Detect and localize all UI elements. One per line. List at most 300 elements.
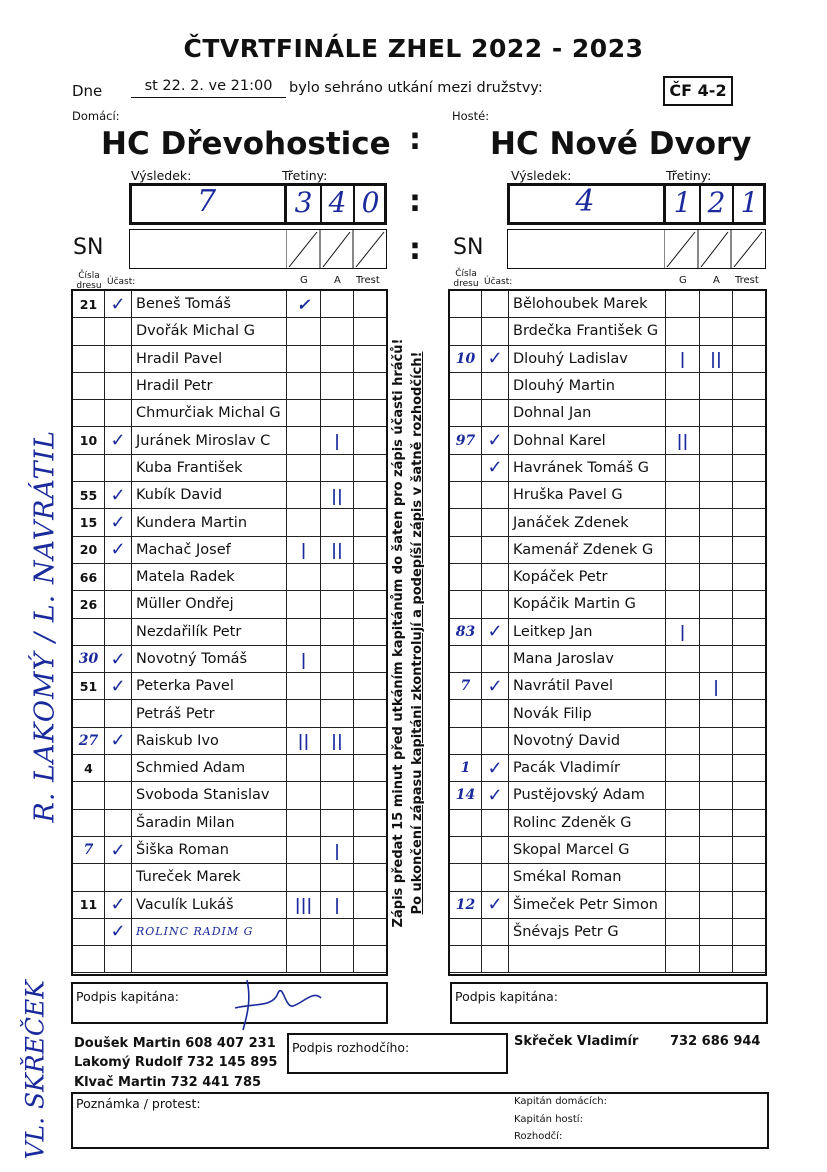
- player-name: Novotný Tomáš: [132, 645, 287, 672]
- assists-cell: |: [700, 673, 733, 700]
- penalty-cell: [733, 700, 767, 727]
- player-name: Kubík David: [132, 482, 287, 509]
- goals-cell: [287, 372, 321, 399]
- home-team-name: HC Dřevohostice: [101, 126, 391, 162]
- home-col-g: G: [300, 275, 308, 286]
- goals-cell: [287, 700, 321, 727]
- goals-cell: [666, 700, 700, 727]
- away-team-name: HC Nové Dvory: [490, 126, 752, 162]
- attendance-check: [105, 755, 132, 782]
- penalty-cell: [733, 618, 767, 645]
- player-name: Pustějovský Adam: [509, 782, 666, 809]
- attendance-check: [482, 591, 509, 618]
- player-name: Matela Radek: [132, 563, 287, 590]
- penalty-cell: [733, 482, 767, 509]
- player-number: [73, 372, 105, 399]
- home-roster-table: [72, 290, 388, 973]
- attendance-check: [105, 618, 132, 645]
- goals-cell: [666, 836, 700, 863]
- assists-cell: [700, 755, 733, 782]
- player-name: Kamenář Zdenek G: [509, 536, 666, 563]
- goals-cell: [666, 673, 700, 700]
- assists-cell: [700, 536, 733, 563]
- table-row: [73, 318, 388, 345]
- assists-cell: [700, 727, 733, 754]
- away-captain-label: Podpis kapitána:: [455, 989, 559, 1004]
- player-name: Dohnal Jan: [509, 400, 666, 427]
- table-row: [73, 891, 388, 918]
- penalty-cell: [354, 946, 388, 973]
- table-row: [450, 645, 767, 672]
- table-row: [450, 782, 767, 809]
- player-name: Mana Jaroslav: [509, 645, 666, 672]
- player-number: 51: [73, 673, 105, 700]
- goals-cell: [666, 591, 700, 618]
- table-row: [73, 345, 388, 372]
- penalty-cell: [733, 318, 767, 345]
- assists-cell: [321, 591, 354, 618]
- penalty-cell: [354, 809, 388, 836]
- home-sn-label: SN: [73, 235, 104, 260]
- player-number: 12: [450, 891, 482, 918]
- goals-cell: [287, 673, 321, 700]
- attendance-check: ✓: [482, 782, 509, 809]
- table-row: [450, 618, 767, 645]
- player-number: 55: [73, 482, 105, 509]
- goals-cell: [666, 727, 700, 754]
- table-row: [73, 727, 388, 754]
- goals-cell: [287, 918, 321, 945]
- player-number: 4: [73, 755, 105, 782]
- player-number: [450, 509, 482, 536]
- attendance-check: ✓: [105, 536, 132, 563]
- away-periods-label: Třetiny:: [666, 168, 712, 183]
- series-code: ČF 4-2: [663, 76, 733, 106]
- penalty-cell: [354, 700, 388, 727]
- assists-cell: [700, 291, 733, 318]
- attendance-check: [105, 318, 132, 345]
- player-number: [450, 946, 482, 973]
- attendance-check: [482, 318, 509, 345]
- penalty-cell: [733, 536, 767, 563]
- goals-cell: [287, 782, 321, 809]
- penalty-cell: [354, 454, 388, 481]
- player-name: Nezdařilík Petr: [132, 618, 287, 645]
- table-row: [450, 891, 767, 918]
- player-number: [73, 700, 105, 727]
- player-number: [450, 864, 482, 891]
- table-row: [73, 591, 388, 618]
- player-number: [450, 700, 482, 727]
- player-name: Juránek Miroslav C: [132, 427, 287, 454]
- player-name: Brdečka František G: [509, 318, 666, 345]
- player-name: Peterka Pavel: [132, 673, 287, 700]
- assists-cell: [700, 318, 733, 345]
- table-row: [73, 755, 388, 782]
- table-row: [450, 809, 767, 836]
- player-name: Dvořák Michal G: [132, 318, 287, 345]
- penalty-cell: [354, 782, 388, 809]
- assists-cell: [700, 864, 733, 891]
- penalty-cell: [733, 400, 767, 427]
- player-name: Šimeček Petr Simon: [509, 891, 666, 918]
- table-row: [450, 454, 767, 481]
- penalty-cell: [733, 782, 767, 809]
- penalty-cell: [733, 454, 767, 481]
- penalty-cell: [733, 755, 767, 782]
- penalty-cell: [354, 918, 388, 945]
- left-margin-handwriting: R. LAKOMÝ / L. NAVRÁTIL: [29, 429, 61, 823]
- attendance-check: [105, 782, 132, 809]
- attendance-check: [105, 809, 132, 836]
- player-number: [450, 591, 482, 618]
- attendance-check: [105, 591, 132, 618]
- assists-cell: |: [321, 891, 354, 918]
- penalty-cell: [733, 591, 767, 618]
- penalty-cell: [733, 291, 767, 318]
- official-2: Lakomý Rudolf 732 145 895: [74, 1055, 278, 1070]
- away-period-3: 1: [740, 186, 759, 219]
- penalty-cell: [354, 591, 388, 618]
- penalty-cell: [354, 618, 388, 645]
- goals-cell: [287, 809, 321, 836]
- player-number: 7: [450, 673, 482, 700]
- goals-cell: [287, 591, 321, 618]
- attendance-check: [482, 918, 509, 945]
- assists-cell: [700, 809, 733, 836]
- attendance-check: ✓: [482, 673, 509, 700]
- goals-cell: [666, 454, 700, 481]
- home-result-label: Výsledek:: [131, 168, 192, 183]
- referee-name: Skřeček Vladimír: [514, 1034, 639, 1049]
- attendance-check: [105, 563, 132, 590]
- penalty-cell: [354, 536, 388, 563]
- player-name: Leitkep Jan: [509, 618, 666, 645]
- away-result-label: Výsledek:: [511, 168, 572, 183]
- attendance-check: ✓: [482, 618, 509, 645]
- player-number: [73, 946, 105, 973]
- player-number: 30: [73, 645, 105, 672]
- assists-cell: [700, 454, 733, 481]
- assists-cell: [321, 755, 354, 782]
- assists-cell: [700, 618, 733, 645]
- attendance-check: [105, 454, 132, 481]
- goals-cell: [666, 318, 700, 345]
- player-name: Skopal Marcel G: [509, 836, 666, 863]
- goals-cell: [287, 836, 321, 863]
- home-col-dres: Čísla dresu: [76, 271, 102, 291]
- penalty-cell: [733, 864, 767, 891]
- table-row: [73, 700, 388, 727]
- player-number: [450, 836, 482, 863]
- goals-cell: [666, 946, 700, 973]
- assists-cell: [321, 318, 354, 345]
- player-number: [450, 482, 482, 509]
- assists-cell: [700, 563, 733, 590]
- table-row: [73, 509, 388, 536]
- attendance-check: [482, 372, 509, 399]
- table-row: [450, 727, 767, 754]
- table-row: [73, 400, 388, 427]
- player-name: Janáček Zdenek: [509, 509, 666, 536]
- assists-cell: ||: [321, 536, 354, 563]
- table-row: [73, 536, 388, 563]
- player-number: 7: [73, 836, 105, 863]
- penalty-cell: [733, 836, 767, 863]
- away-captain-signature-box[interactable]: [450, 982, 768, 1024]
- player-name: Vaculík Lukáš: [132, 891, 287, 918]
- table-row: [450, 509, 767, 536]
- goals-cell: [666, 291, 700, 318]
- away-col-trest: Trest: [735, 275, 759, 286]
- player-number: [450, 454, 482, 481]
- attendance-check: [482, 563, 509, 590]
- goals-cell: [666, 563, 700, 590]
- table-row: [450, 563, 767, 590]
- player-name: Dlouhý Martin: [509, 372, 666, 399]
- assists-cell: |: [321, 836, 354, 863]
- assists-cell: ||: [321, 482, 354, 509]
- player-number: [450, 536, 482, 563]
- player-name: Müller Ondřej: [132, 591, 287, 618]
- separator-colon: :: [409, 232, 421, 267]
- player-name: Dlouhý Ladislav: [509, 345, 666, 372]
- player-number: 1: [450, 755, 482, 782]
- assists-cell: [700, 645, 733, 672]
- home-score: 7: [196, 184, 217, 219]
- table-row: [450, 372, 767, 399]
- assists-cell: [700, 591, 733, 618]
- penalty-cell: [733, 427, 767, 454]
- attendance-check: [105, 864, 132, 891]
- away-score: 4: [575, 184, 595, 219]
- assists-cell: [321, 454, 354, 481]
- player-number: [450, 727, 482, 754]
- referee-signature-box[interactable]: [287, 1033, 508, 1074]
- table-row: [450, 400, 767, 427]
- attendance-check: ✓: [105, 918, 132, 945]
- goals-cell: |||: [287, 891, 321, 918]
- goals-cell: |: [287, 645, 321, 672]
- player-number: 97: [450, 427, 482, 454]
- penalty-cell: [733, 918, 767, 945]
- home-col-trest: Trest: [356, 275, 380, 286]
- table-row: [450, 836, 767, 863]
- table-row: [450, 673, 767, 700]
- away-col-a: A: [713, 275, 720, 286]
- player-number: [73, 318, 105, 345]
- goals-cell: ||: [666, 427, 700, 454]
- player-number: [450, 809, 482, 836]
- goals-cell: [666, 536, 700, 563]
- penalty-cell: [733, 946, 767, 973]
- penalty-cell: [733, 645, 767, 672]
- player-number: [73, 864, 105, 891]
- assists-cell: [321, 618, 354, 645]
- penalty-cell: [733, 891, 767, 918]
- goals-cell: |: [666, 345, 700, 372]
- home-period-1: 3: [294, 186, 313, 219]
- attendance-check: ✓: [105, 482, 132, 509]
- penalty-cell: [733, 563, 767, 590]
- goals-cell: ||: [287, 727, 321, 754]
- attendance-check: [482, 536, 509, 563]
- goals-cell: [666, 372, 700, 399]
- goals-cell: [287, 345, 321, 372]
- goals-cell: [666, 400, 700, 427]
- penalty-cell: [733, 809, 767, 836]
- attendance-check: ✓: [105, 727, 132, 754]
- middle-note-1: Zápis předat 15 minut před utkáním kapitánům do šaten pro zápis účasti hráčů!: [391, 338, 406, 928]
- goals-cell: [287, 427, 321, 454]
- player-name: Šnévajs Petr G: [509, 918, 666, 945]
- attendance-check: [105, 400, 132, 427]
- assists-cell: [700, 427, 733, 454]
- table-row: [73, 372, 388, 399]
- player-number: [450, 318, 482, 345]
- player-number: 14: [450, 782, 482, 809]
- player-number: 21: [73, 291, 105, 318]
- player-name: [132, 946, 287, 973]
- attendance-check: [482, 809, 509, 836]
- player-name: Novotný David: [509, 727, 666, 754]
- player-number: 83: [450, 618, 482, 645]
- attendance-check: ✓: [482, 755, 509, 782]
- goals-cell: [287, 509, 321, 536]
- left-bottom-handwriting: VL. SKŘEČEK: [20, 980, 50, 1160]
- attendance-check: [482, 645, 509, 672]
- player-name: Rolinc Zdeněk G: [509, 809, 666, 836]
- player-name: Dohnal Karel: [509, 427, 666, 454]
- goals-cell: [666, 482, 700, 509]
- away-col-g: G: [679, 275, 687, 286]
- attendance-check: ✓: [105, 427, 132, 454]
- table-row: [450, 427, 767, 454]
- penalty-cell: [733, 509, 767, 536]
- middle-note-2: Po ukončení zápasu kapitáni zkontrolují a podepíší zápis v šatně rozhodčích!: [410, 351, 425, 915]
- player-number: [73, 809, 105, 836]
- assists-cell: [321, 563, 354, 590]
- player-number: [450, 563, 482, 590]
- penalty-cell: [354, 372, 388, 399]
- player-number: 11: [73, 891, 105, 918]
- home-periods-label: Třetiny:: [282, 168, 328, 183]
- attendance-check: [482, 700, 509, 727]
- assists-cell: [321, 918, 354, 945]
- assists-cell: [700, 946, 733, 973]
- assists-cell: [321, 291, 354, 318]
- attendance-check: [482, 864, 509, 891]
- assists-cell: [321, 645, 354, 672]
- penalty-cell: [354, 645, 388, 672]
- penalty-cell: [354, 318, 388, 345]
- assists-cell: [700, 482, 733, 509]
- goals-cell: [666, 864, 700, 891]
- player-name: Raiskub Ivo: [132, 727, 287, 754]
- player-number: 10: [73, 427, 105, 454]
- official-3: Klvač Martin 732 441 785: [74, 1075, 262, 1090]
- goals-cell: [666, 782, 700, 809]
- assists-cell: [700, 700, 733, 727]
- referee-phone: 732 686 944: [670, 1034, 761, 1049]
- attendance-check: ✓: [105, 645, 132, 672]
- away-captain-sign-line: Kapitán hostí:: [514, 1114, 583, 1125]
- penalty-cell: [733, 727, 767, 754]
- assists-cell: [321, 509, 354, 536]
- table-row: [73, 618, 388, 645]
- assists-cell: [321, 946, 354, 973]
- assists-cell: [321, 372, 354, 399]
- table-row: [73, 836, 388, 863]
- home-captain-sign-line: Kapitán domácích:: [514, 1096, 608, 1107]
- penalty-cell: [354, 836, 388, 863]
- protest-box[interactable]: [71, 1092, 769, 1149]
- player-number: [73, 618, 105, 645]
- date-label: Dne: [72, 82, 103, 100]
- player-name: Novák Filip: [509, 700, 666, 727]
- assists-cell: [700, 372, 733, 399]
- away-sn-label: SN: [453, 235, 484, 260]
- attendance-check: [482, 291, 509, 318]
- player-name: Bělohoubek Marek: [509, 291, 666, 318]
- table-row: [450, 918, 767, 945]
- assists-cell: [700, 836, 733, 863]
- table-row: [450, 291, 767, 318]
- away-col-ucast: Účast:: [484, 277, 513, 287]
- goals-cell: [666, 645, 700, 672]
- player-number: [73, 782, 105, 809]
- player-name: Smékal Roman: [509, 864, 666, 891]
- player-name: Hruška Pavel G: [509, 482, 666, 509]
- goals-cell: [287, 618, 321, 645]
- player-number: 20: [73, 536, 105, 563]
- away-period-2: 2: [707, 186, 726, 219]
- player-name: Chmurčiak Michal G: [132, 400, 287, 427]
- goals-cell: [287, 318, 321, 345]
- player-name: Tureček Marek: [132, 864, 287, 891]
- goals-cell: [287, 864, 321, 891]
- table-row: [450, 482, 767, 509]
- player-name: Kundera Martin: [132, 509, 287, 536]
- penalty-cell: [733, 673, 767, 700]
- assists-cell: [700, 400, 733, 427]
- assists-cell: [321, 809, 354, 836]
- assists-cell: [321, 700, 354, 727]
- goals-cell: [287, 563, 321, 590]
- home-captain-signature-box[interactable]: [71, 982, 388, 1024]
- player-name: Kuba František: [132, 454, 287, 481]
- goals-cell: [287, 946, 321, 973]
- penalty-cell: [354, 891, 388, 918]
- penalty-cell: [354, 509, 388, 536]
- assists-cell: ||: [321, 727, 354, 754]
- attendance-check: ✓: [105, 291, 132, 318]
- player-name: Pacák Vladimír: [509, 755, 666, 782]
- player-number: [73, 918, 105, 945]
- player-number: [450, 645, 482, 672]
- goals-cell: |: [287, 536, 321, 563]
- player-name: ROLINC RADIM G: [132, 918, 287, 945]
- separator-colon: :: [409, 122, 421, 157]
- penalty-cell: [354, 482, 388, 509]
- away-period-1: 1: [673, 186, 692, 219]
- goals-cell: [666, 755, 700, 782]
- player-number: [73, 400, 105, 427]
- player-number: [450, 372, 482, 399]
- home-col-a: A: [334, 275, 341, 286]
- table-row: [73, 864, 388, 891]
- assists-cell: [321, 864, 354, 891]
